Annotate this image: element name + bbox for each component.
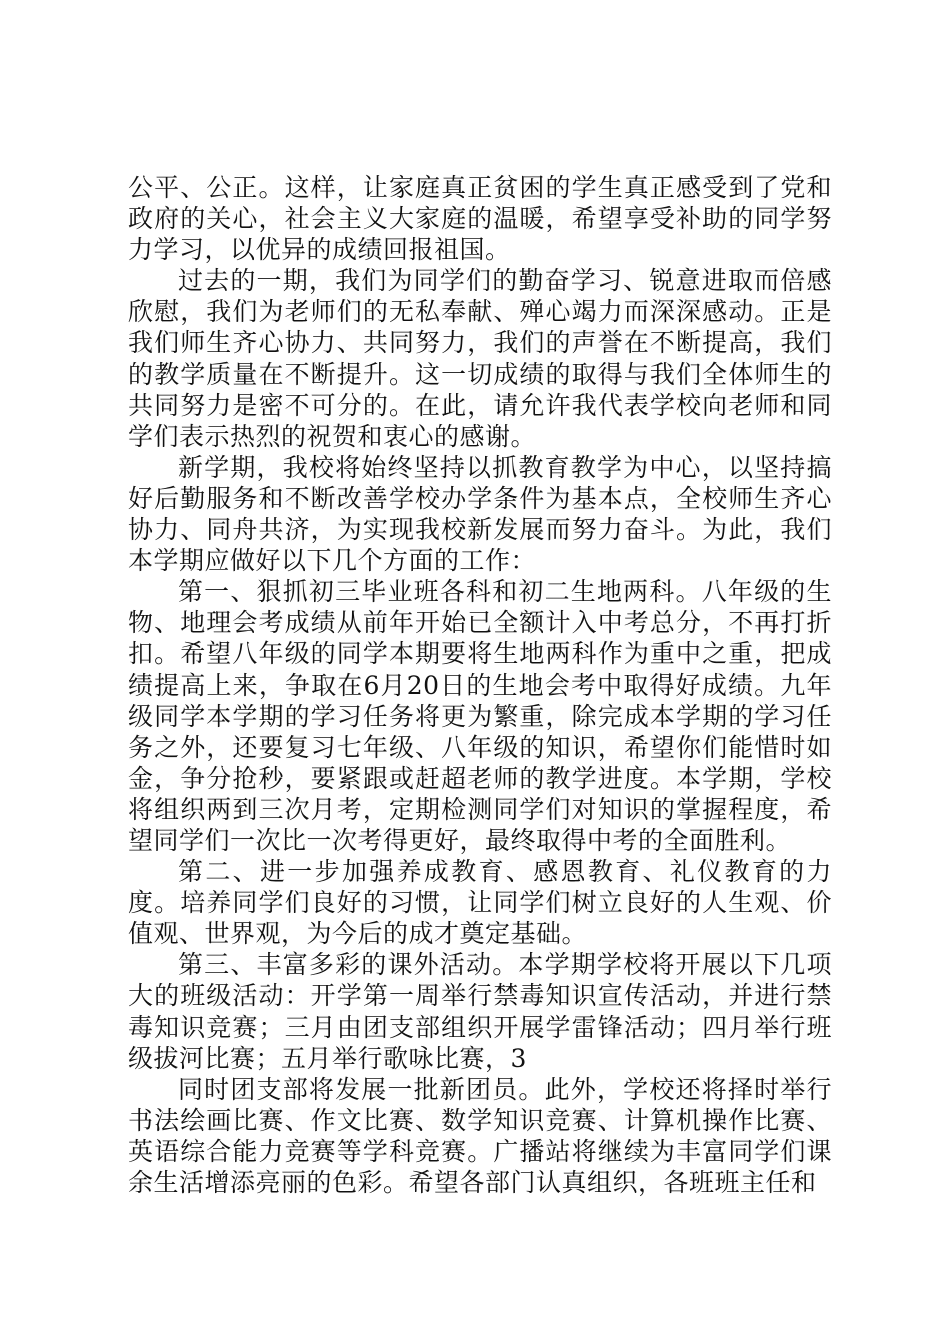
paragraph-3: 新学期，我校将始终坚持以抓教育教学为中心，以坚持搞好后勤服务和不断改善学校办学条件为基本点，全校师生齐心协力、同舟共济，为实现我校新发展而努力奋斗。为此，我们本学期应做好以下几个方面的工作： [128,452,832,576]
paragraph-7: 同时团支部将发展一批新团员。此外，学校还将择时举行书法绘画比赛、作文比赛、数学知识竞赛、计算机操作比赛、英语综合能力竞赛等学科竞赛。广播站将继续为丰富同学们课余生活增添亮丽的色彩。希望各部门认真组织，各班班主任和 [128,1074,832,1197]
paragraph-4: 第一、狠抓初三毕业班各科和初二生地两科。八年级的生物、地理会考成绩从前年开始已全额计入中考总分，不再打折扣。希望八年级的同学本期要将生地两科作为重中之重，把成绩提高上来，争取在6月20日的生地会考中取得好成绩。九年级同学本学期的学习任务将更为繁重，除完成本学期的学习任务之外，还要复习七年级、八年级的知识，希望你们能惜时如金，争分抢秒，要紧跟或赶超老师的教学进度。本学期，学校将组织两到三次月考，定期检测同学们对知识的掌握程度，希望同学们一次比一次考得更好，最终取得中考的全面胜利。 [128,577,832,855]
document-body [128,172,832,1198]
paragraph-1: 公平、公正。这样，让家庭真正贫困的学生真正感受到了党和政府的关心，社会主义大家庭的温暖，希望享受补助的同学努力学习，以优异的成绩回报祖国。 [128,173,832,265]
paragraph-6: 第三、丰富多彩的课外活动。本学期学校将开展以下几项大的班级活动：开学第一周举行禁毒知识宣传活动，并进行禁毒知识竞赛；三月由团支部组织开展学雷锋活动；四月举行班级拔河比赛；五月举行歌咏比赛，3 [128,950,832,1073]
paragraph-2: 过去的一期，我们为同学们的勤奋学习、锐意进取而倍感欣慰，我们为老师们的无私奉献、殚心竭力而深深感动。正是我们师生齐心协力、共同努力，我们的声誉在不断提高，我们的教学质量在不断提升。这一切成绩的取得与我们全体师生的共同努力是密不可分的。在此，请允许我代表学校向老师和同学们表示热烈的祝贺和衷心的感谢。 [128,266,832,451]
paragraph-5: 第二、进一步加强养成教育、感恩教育、礼仪教育的力度。培养同学们良好的习惯，让同学们树立良好的人生观、价值观、世界观，为今后的成才奠定基础。 [128,857,832,949]
